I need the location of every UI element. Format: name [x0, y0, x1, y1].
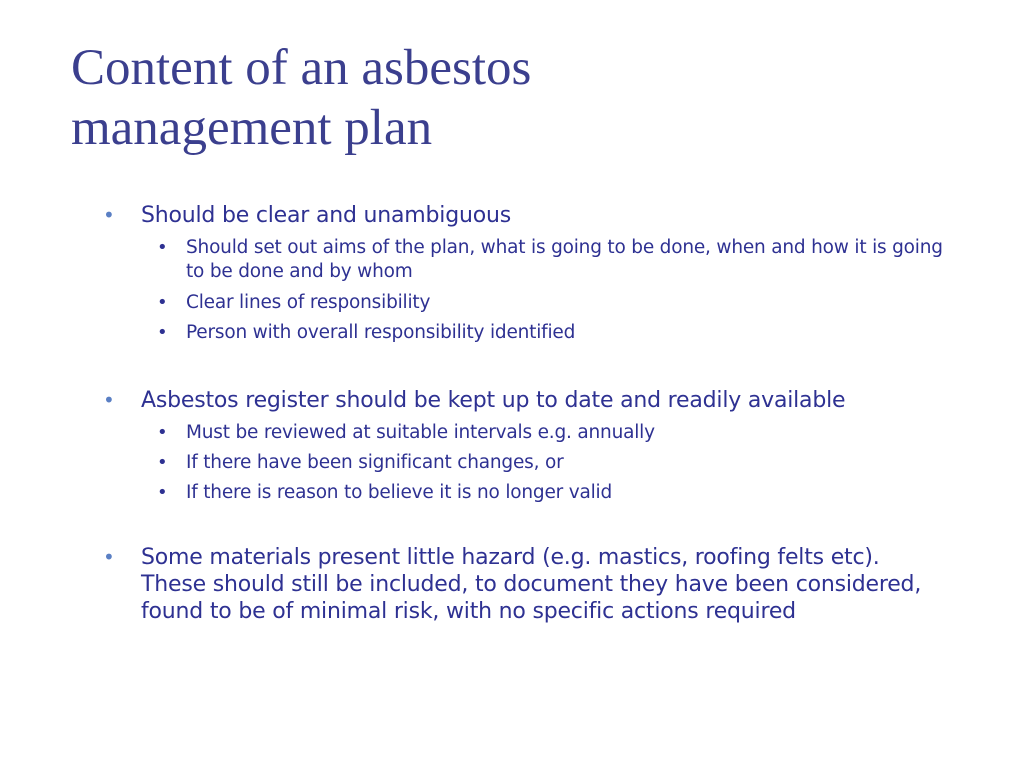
- bullet-text: Some materials present little hazard (e.g. mastics, roofing felts etc). These should still be included, to document they have been considered, found to be of minimal risk, with no specific actions required: [141, 545, 922, 624]
- sub-bullet-item: [157, 236, 947, 284]
- slide-title-line-1: Content of an asbestos: [71, 40, 532, 96]
- sub-bullet-text: If there have been significant changes, or: [186, 452, 564, 473]
- sub-bullet-text: If there is reason to believe it is no longer valid: [186, 482, 613, 503]
- bullet-item: [103, 202, 963, 229]
- sub-bullet-icon: •: [157, 322, 168, 343]
- sub-bullet-text: Person with overall responsibility identified: [186, 322, 576, 343]
- sub-bullet-text: Must be reviewed at suitable intervals e.g. annually: [186, 422, 655, 443]
- bullet-icon: •: [103, 203, 115, 227]
- bullet-text: Should be clear and unambiguous: [141, 203, 511, 228]
- bullet-item: [103, 387, 963, 414]
- sub-bullet-text: Should set out aims of the plan, what is going to be done, when and how it is going to be done and by whom: [186, 237, 943, 282]
- sub-bullet-item: [157, 481, 947, 505]
- bullet-text: Asbestos register should be kept up to date and readily available: [141, 388, 846, 413]
- bullet-item: [103, 544, 923, 625]
- sub-bullet-icon: •: [157, 292, 168, 313]
- sub-bullet-item: [157, 321, 947, 345]
- sub-bullet-item: [157, 451, 947, 475]
- sub-bullet-icon: •: [157, 422, 168, 443]
- sub-bullet-item: [157, 421, 947, 445]
- bullet-icon: •: [103, 388, 115, 412]
- sub-bullet-icon: •: [157, 237, 168, 258]
- sub-bullet-text: Clear lines of responsibility: [186, 292, 431, 313]
- bullet-icon: •: [103, 545, 115, 569]
- sub-bullet-icon: •: [157, 452, 168, 473]
- sub-bullet-icon: •: [157, 482, 168, 503]
- slide-title-line-2: management plan: [71, 100, 433, 156]
- sub-bullet-item: [157, 291, 947, 315]
